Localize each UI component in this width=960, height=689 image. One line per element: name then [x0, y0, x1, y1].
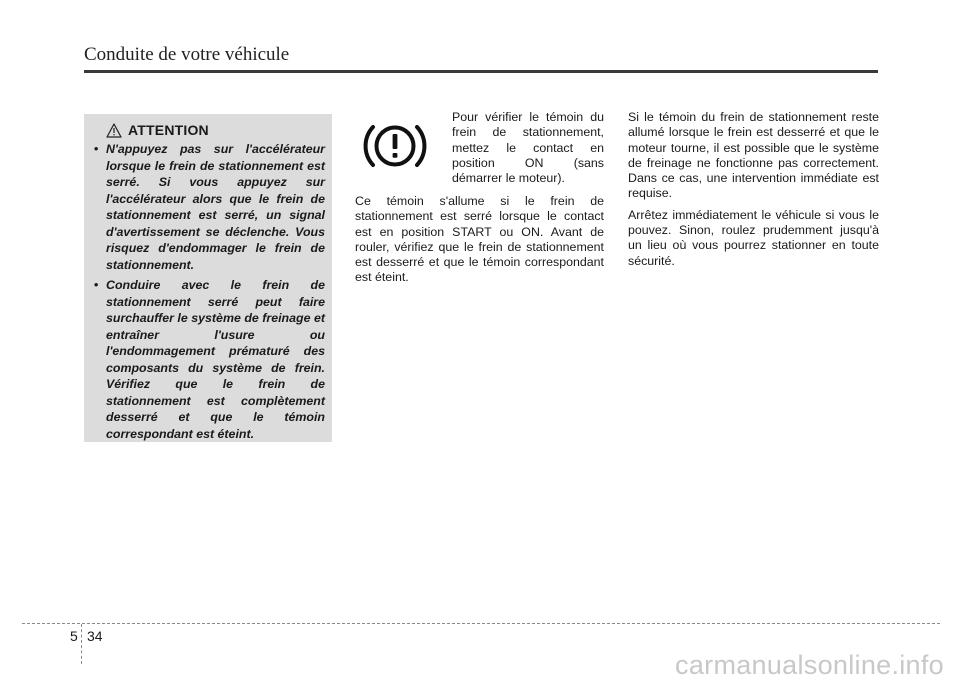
action-paragraph: Arrêtez immédiatement le véhicule si vous le pouvez. Sinon, roulez prudemment jusqu'à un lieu où vous pourrez stationner en toute sécurité.	[628, 207, 879, 268]
attention-item: • Conduire avec le frein de stationnement serré peut faire surchauffer le système de freinage et entraîner l'usure ou l'endommagement prématuré des composants du système de frein. Vérifiez que le frein de stationnement est complètement desserré et que le témoin correspondant est éteint.	[94, 277, 325, 442]
warning-paragraph: Si le témoin du frein de stationnement reste allumé lorsque le frein est desserré et que le moteur tourne, il est possible que le système de freinage ne fonctionne pas correctement. Dans ce cas, une intervention immédiate est requise.	[628, 110, 879, 201]
attention-list	[94, 141, 325, 442]
attention-header	[106, 122, 325, 138]
attention-item: • N'appuyez pas sur l'accélérateur lorsque le frein de stationnement est serré. Si vous appuyez sur l'accélérateur alors que le frein de stationnement est serré, un signal d'avertissement se déclenche. Vous risquez d'endommager le frein de stationnement.	[94, 141, 325, 273]
page-title: Conduite de votre véhicule	[84, 44, 290, 65]
header-divider	[84, 70, 878, 73]
attention-box	[84, 114, 332, 442]
watermark: carmanualsonline.info	[675, 650, 944, 680]
chapter-number: 5	[70, 628, 78, 644]
indicator-description: Ce témoin s'allume si le frein de stationnement est serré lorsque le contact est en position START ou ON. Avant de rouler, vérifiez que le frein de stationnement est desserré et que le témoin correspondant est éteint.	[355, 194, 604, 285]
page-number: 34	[87, 628, 103, 644]
attention-title: ATTENTION	[128, 122, 209, 138]
brake-warning-icon	[363, 114, 427, 178]
indicator-check-text: Pour vérifier le témoin du frein de stationnement, mettez le contact en position ON (sans démarrer le moteur).	[452, 110, 604, 186]
indicator-block	[355, 110, 604, 188]
footer-separator	[81, 624, 82, 664]
warning-triangle-icon	[106, 123, 122, 138]
column-2	[355, 110, 604, 286]
column-3	[628, 110, 879, 269]
footer-divider	[22, 623, 940, 624]
